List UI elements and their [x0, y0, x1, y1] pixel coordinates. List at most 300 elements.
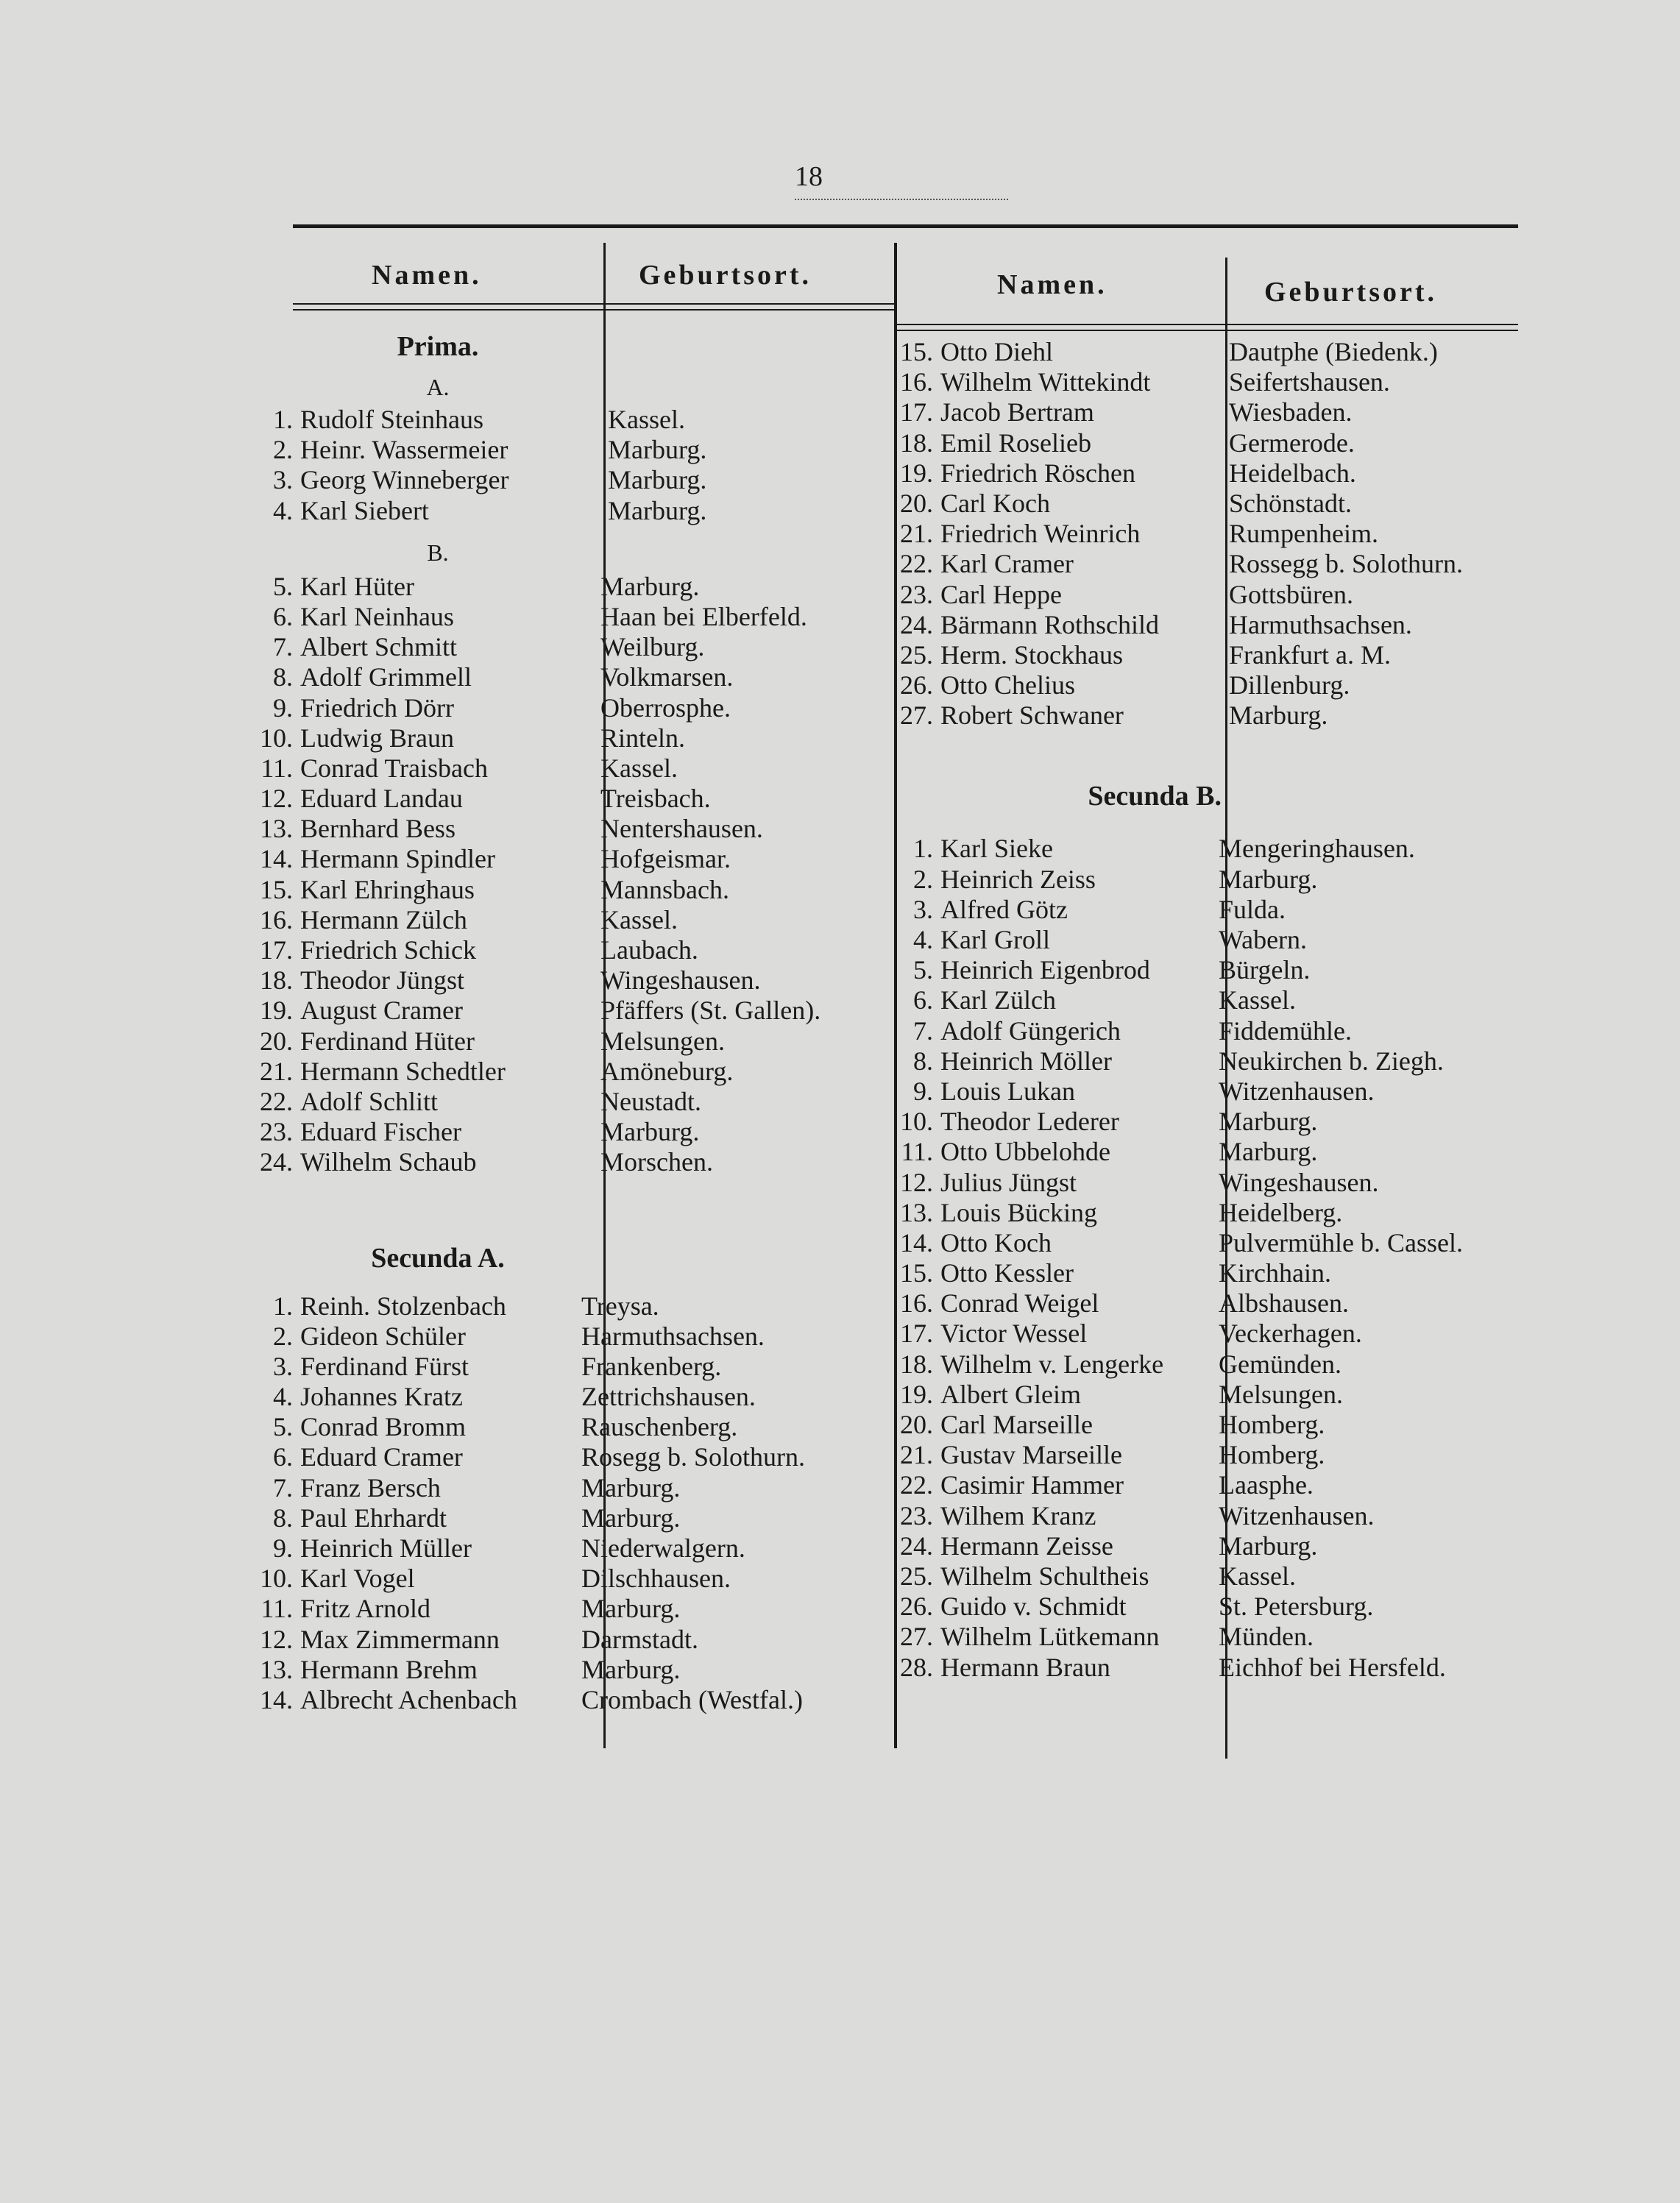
- birthplace: Haan bei Elberfeld.: [600, 601, 807, 631]
- birthplace: Melsungen.: [600, 1026, 725, 1056]
- student-name: Otto Koch: [940, 1227, 1052, 1257]
- table-row: [258, 1473, 868, 1503]
- student-name: Heinrich Müller: [300, 1533, 472, 1563]
- birthplace: Pulvermühle b. Cassel.: [1219, 1227, 1463, 1257]
- table-row: [258, 1322, 868, 1352]
- row-number: 6.: [913, 985, 933, 1015]
- birthplace: Eichhof bei Hersfeld.: [1219, 1652, 1446, 1682]
- student-name: Otto Ubbelohde: [940, 1137, 1110, 1167]
- row-number: 24.: [900, 1530, 933, 1561]
- student-name: Ferdinand Hüter: [300, 1026, 475, 1056]
- header-birthplace-left: Geburtsort.: [639, 260, 812, 291]
- header-rule-right-2: [896, 330, 1518, 331]
- birthplace: Marburg.: [581, 1472, 681, 1503]
- birthplace: Dilschhausen.: [581, 1564, 731, 1594]
- student-name: Adolf Grimmell: [300, 662, 472, 692]
- student-name: Friedrich Dörr: [300, 692, 454, 723]
- table-row: [258, 632, 868, 662]
- row-number: 25.: [900, 639, 933, 670]
- spacer: [258, 1281, 868, 1291]
- table-row: [258, 1291, 868, 1322]
- table-row: [258, 965, 868, 996]
- student-name: Jacob Bertram: [940, 397, 1094, 428]
- table-row: [258, 1533, 868, 1564]
- table-row: [258, 1352, 868, 1382]
- table-row: [258, 1655, 868, 1685]
- birthplace: Nentershausen.: [600, 814, 763, 844]
- row-number: 21.: [900, 1440, 933, 1470]
- table-row: [898, 1228, 1531, 1258]
- birthplace: Marburg.: [1219, 1530, 1318, 1561]
- row-number: 14.: [260, 1684, 293, 1714]
- row-number: 18.: [900, 1349, 933, 1379]
- table-row: [898, 700, 1531, 731]
- student-name: Karl Vogel: [300, 1564, 415, 1594]
- birthplace: Wingeshausen.: [1219, 1167, 1379, 1197]
- table-row: [898, 1258, 1531, 1288]
- table-row: [898, 1076, 1531, 1107]
- header-rule-right: [896, 324, 1518, 325]
- row-number: 14.: [900, 1227, 933, 1257]
- table-row: [898, 670, 1531, 700]
- student-name: Eduard Fischer: [300, 1117, 461, 1147]
- table-row: [898, 367, 1531, 397]
- table-row: [898, 1561, 1531, 1592]
- birthplace: Dautphe (Biedenk.): [1229, 337, 1438, 366]
- table-row: [258, 1147, 868, 1177]
- student-name: Casimir Hammer: [940, 1470, 1124, 1500]
- row-number: 27.: [900, 1622, 933, 1652]
- spacer: [898, 731, 1531, 773]
- birthplace: Marburg.: [608, 435, 707, 465]
- student-name: Conrad Bromm: [300, 1412, 466, 1442]
- row-number: 22.: [900, 549, 933, 579]
- row-number: 21.: [900, 519, 933, 549]
- birthplace: Rinteln.: [600, 723, 685, 753]
- section-title-secunda-a: Secunda A.: [371, 1242, 505, 1274]
- row-number: 14.: [260, 844, 293, 874]
- birthplace: Morschen.: [600, 1147, 713, 1177]
- student-name: Ludwig Braun: [300, 723, 454, 753]
- birthplace: Volkmarsen.: [600, 662, 734, 692]
- row-number: 26.: [900, 670, 933, 700]
- table-row: [258, 1442, 868, 1472]
- birthplace: Pfäffers (St. Gallen).: [600, 996, 821, 1026]
- student-name: Wilhelm Wittekindt: [940, 367, 1151, 397]
- student-name: Hermann Brehm: [300, 1654, 478, 1684]
- birthplace: Seifertshausen.: [1229, 367, 1390, 397]
- header-birthplace-right: Geburtsort.: [1264, 277, 1438, 308]
- birthplace: Marburg.: [581, 1503, 681, 1533]
- table-row: [898, 1168, 1531, 1198]
- row-number: 17.: [900, 1319, 933, 1349]
- student-name: August Cramer: [300, 996, 463, 1026]
- student-name: Wilhelm v. Lengerke: [940, 1349, 1164, 1379]
- row-number: 9.: [913, 1076, 933, 1106]
- table-row: [258, 784, 868, 814]
- student-name: Hermann Braun: [940, 1652, 1110, 1682]
- student-name: Carl Koch: [940, 488, 1050, 518]
- student-name: Karl Neinhaus: [300, 601, 454, 631]
- student-name: Robert Schwaner: [940, 700, 1124, 731]
- spacer: [258, 1178, 868, 1235]
- table-row: [258, 1564, 868, 1594]
- table-row: [898, 549, 1531, 579]
- student-name: Johannes Kratz: [300, 1382, 463, 1412]
- student-name: Guido v. Schmidt: [940, 1592, 1127, 1622]
- student-name: Conrad Traisbach: [300, 753, 488, 783]
- row-number: 8.: [913, 1046, 933, 1076]
- header-name-right: Namen.: [997, 269, 1107, 300]
- birthplace: Laubach.: [600, 935, 698, 965]
- birthplace: Hofgeismar.: [600, 844, 731, 874]
- student-name: Otto Kessler: [940, 1258, 1074, 1288]
- birthplace: Homberg.: [1219, 1410, 1325, 1439]
- birthplace: Zettrichshausen.: [581, 1382, 756, 1412]
- row-number: 12.: [260, 784, 293, 814]
- row-number: 4.: [273, 495, 293, 525]
- birthplace: Marburg.: [581, 1594, 681, 1624]
- table-row: [898, 1137, 1531, 1167]
- row-number: 15.: [900, 337, 933, 366]
- birthplace: Kassel.: [1219, 985, 1296, 1015]
- header-rule-left-2: [293, 309, 896, 311]
- row-number: 1.: [273, 1291, 293, 1321]
- birthplace: Wingeshausen.: [600, 965, 761, 996]
- row-number: 1.: [273, 405, 293, 434]
- student-name: Gideon Schüler: [300, 1321, 466, 1351]
- birthplace: Marburg.: [1219, 1107, 1318, 1137]
- group-label-a: A.: [426, 374, 450, 400]
- table-row: [898, 985, 1531, 1015]
- row-number: 10.: [900, 1107, 933, 1137]
- table-row: [898, 1198, 1531, 1228]
- birthplace: Rumpenheim.: [1229, 519, 1378, 549]
- row-number: 19.: [900, 458, 933, 488]
- table-row: [258, 405, 868, 435]
- birthplace: Harmuthsachsen.: [1229, 609, 1412, 639]
- row-number: 2.: [273, 1321, 293, 1351]
- table-row: [898, 458, 1531, 489]
- row-number: 8.: [273, 662, 293, 692]
- birthplace: Fulda.: [1219, 894, 1286, 924]
- birthplace: Mannsbach.: [600, 874, 729, 904]
- birthplace: Rosegg b. Solothurn.: [581, 1442, 806, 1472]
- birthplace: Schönstadt.: [1229, 488, 1352, 518]
- birthplace: Weilburg.: [600, 632, 705, 662]
- row-number: 25.: [900, 1561, 933, 1591]
- table-row: [898, 397, 1531, 428]
- table-row: [898, 1501, 1531, 1531]
- table-row: [898, 519, 1531, 549]
- table-row: [258, 1625, 868, 1655]
- row-number: 19.: [900, 1379, 933, 1409]
- table-row: [258, 1057, 868, 1087]
- student-name: Carl Heppe: [940, 579, 1062, 609]
- birthplace: Bürgeln.: [1219, 955, 1311, 985]
- birthplace: Laasphe.: [1219, 1470, 1314, 1500]
- table-row: [898, 1470, 1531, 1500]
- table-row: [258, 1594, 868, 1624]
- table-row: [258, 496, 868, 526]
- row-number: 20.: [900, 1410, 933, 1439]
- row-number: 8.: [273, 1503, 293, 1533]
- birthplace: Homberg.: [1219, 1440, 1325, 1470]
- row-number: 6.: [273, 1442, 293, 1472]
- birthplace: Münden.: [1219, 1622, 1314, 1652]
- birthplace: Kassel.: [1219, 1561, 1296, 1591]
- birthplace: Kassel.: [600, 753, 678, 783]
- birthplace: Gemünden.: [1219, 1349, 1341, 1379]
- row-number: 17.: [260, 935, 293, 965]
- divider-center: [894, 243, 897, 1748]
- row-number: 20.: [260, 1026, 293, 1056]
- student-name: Louis Bücking: [940, 1197, 1097, 1227]
- table-row: [898, 1592, 1531, 1622]
- table-row: [898, 1622, 1531, 1652]
- row-number: 23.: [260, 1117, 293, 1147]
- birthplace: Neustadt.: [600, 1086, 701, 1116]
- prima-a-list: [258, 405, 868, 526]
- page-number-rule: [795, 199, 1008, 200]
- row-number: 15.: [260, 874, 293, 904]
- birthplace: Neukirchen b. Ziegh.: [1219, 1046, 1444, 1076]
- student-name: Albert Gleim: [940, 1379, 1081, 1409]
- table-row: [258, 814, 868, 844]
- student-name: Otto Chelius: [940, 670, 1076, 700]
- table-row: [898, 1016, 1531, 1046]
- student-name: Wilhelm Schultheis: [940, 1561, 1149, 1591]
- table-row: [258, 1685, 868, 1715]
- student-name: Friedrich Weinrich: [940, 519, 1141, 549]
- student-name: Eduard Cramer: [300, 1442, 463, 1472]
- table-row: [258, 723, 868, 753]
- birthplace: Crombach (Westfal.): [581, 1684, 803, 1714]
- birthplace: Witzenhausen.: [1219, 1076, 1375, 1106]
- birthplace: Witzenhausen.: [1219, 1500, 1375, 1530]
- row-number: 11.: [901, 1137, 933, 1167]
- row-number: 13.: [900, 1197, 933, 1227]
- row-number: 9.: [273, 692, 293, 723]
- birthplace: Kassel.: [608, 405, 685, 434]
- birthplace: Marburg.: [600, 571, 700, 601]
- secunda-a-list: [258, 1291, 868, 1716]
- birthplace: Harmuthsachsen.: [581, 1321, 765, 1351]
- table-row: [258, 1412, 868, 1442]
- table-row: [258, 662, 868, 692]
- student-name: Karl Zülch: [940, 985, 1056, 1015]
- row-number: 27.: [900, 700, 933, 731]
- table-row: [898, 1653, 1531, 1683]
- table-row: [898, 895, 1531, 925]
- birthplace: Marburg.: [608, 495, 707, 525]
- secunda-b-list: [898, 834, 1531, 1682]
- row-number: 24.: [260, 1147, 293, 1177]
- birthplace: Mengeringhausen.: [1219, 834, 1415, 864]
- birthplace: Fiddemühle.: [1219, 1015, 1352, 1046]
- student-name: Heinrich Zeiss: [940, 864, 1096, 894]
- student-name: Emil Roselieb: [940, 428, 1091, 458]
- birthplace: Kirchhain.: [1219, 1258, 1331, 1288]
- student-name: Karl Hüter: [300, 571, 414, 601]
- row-number: 2.: [913, 864, 933, 894]
- student-name: Eduard Landau: [300, 784, 463, 814]
- row-number: 18.: [260, 965, 293, 996]
- row-number: 17.: [900, 397, 933, 428]
- row-number: 3.: [913, 894, 933, 924]
- student-name: Wilhem Kranz: [940, 1500, 1096, 1530]
- table-row: [898, 428, 1531, 458]
- row-number: 16.: [900, 1288, 933, 1319]
- table-row: [898, 1410, 1531, 1440]
- table-row: [258, 1087, 868, 1117]
- student-name: Bärmann Rothschild: [940, 609, 1159, 639]
- table-row: [258, 1026, 868, 1057]
- birthplace: Treisbach.: [600, 784, 711, 814]
- table-row: [898, 640, 1531, 670]
- row-number: 22.: [260, 1086, 293, 1116]
- student-name: Otto Diehl: [940, 337, 1053, 366]
- row-number: 9.: [273, 1533, 293, 1563]
- student-name: Heinr. Wassermeier: [300, 435, 508, 465]
- table-row: [898, 925, 1531, 955]
- group-label-b: B.: [427, 539, 449, 566]
- table-row: [898, 1319, 1531, 1349]
- student-name: Karl Sieke: [940, 834, 1053, 864]
- student-name: Heinrich Eigenbrod: [940, 955, 1150, 985]
- table-row: [258, 465, 868, 495]
- row-number: 23.: [900, 1500, 933, 1530]
- student-name: Albrecht Achenbach: [300, 1684, 517, 1714]
- student-name: Louis Lukan: [940, 1076, 1075, 1106]
- student-name: Carl Marseille: [940, 1410, 1093, 1439]
- row-number: 4.: [913, 925, 933, 954]
- section-title-prima: Prima.: [397, 331, 479, 362]
- birthplace: Kassel.: [600, 904, 678, 934]
- table-row: [898, 580, 1531, 610]
- table-row: [898, 1046, 1531, 1076]
- row-number: 3.: [273, 465, 293, 495]
- row-number: 21.: [260, 1056, 293, 1086]
- birthplace: Heidelberg.: [1219, 1197, 1343, 1227]
- page-number: 18: [795, 161, 823, 192]
- birthplace: Wiesbaden.: [1229, 397, 1353, 428]
- row-number: 24.: [900, 609, 933, 639]
- student-name: Paul Ehrhardt: [300, 1503, 447, 1533]
- table-row: [258, 435, 868, 465]
- table-row: [258, 1503, 868, 1533]
- row-number: 22.: [900, 1470, 933, 1500]
- student-name: Franz Bersch: [300, 1472, 441, 1503]
- table-row: [258, 693, 868, 723]
- table-row: [258, 753, 868, 784]
- birthplace: Rauschenberg.: [581, 1412, 738, 1442]
- student-name: Victor Wessel: [940, 1319, 1088, 1349]
- student-name: Adolf Güngerich: [940, 1015, 1121, 1046]
- table-row: [258, 1382, 868, 1412]
- table-row: [258, 572, 868, 602]
- table-row: [258, 1117, 868, 1147]
- student-name: Julius Jüngst: [940, 1167, 1077, 1197]
- birthplace: Marburg.: [1229, 700, 1328, 731]
- row-number: 7.: [273, 632, 293, 662]
- row-number: 5.: [273, 571, 293, 601]
- student-name: Rudolf Steinhaus: [300, 405, 483, 434]
- row-number: 10.: [260, 1564, 293, 1594]
- left-column: [258, 324, 868, 1715]
- birthplace: Marburg.: [581, 1654, 681, 1684]
- student-name: Karl Ehringhaus: [300, 874, 475, 904]
- student-name: Karl Siebert: [300, 495, 429, 525]
- student-name: Bernhard Bess: [300, 814, 456, 844]
- row-number: 7.: [913, 1015, 933, 1046]
- header-name-left: Namen.: [372, 260, 482, 291]
- student-name: Theodor Lederer: [940, 1107, 1119, 1137]
- prima-b-list: [258, 572, 868, 1178]
- row-number: 12.: [260, 1624, 293, 1654]
- student-name: Karl Groll: [940, 925, 1050, 954]
- table-row: [898, 1440, 1531, 1470]
- table-row: [898, 1349, 1531, 1380]
- student-name: Friedrich Schick: [300, 935, 476, 965]
- student-name: Friedrich Röschen: [940, 458, 1135, 488]
- student-name: Reinh. Stolzenbach: [300, 1291, 506, 1321]
- birthplace: Marburg.: [608, 465, 707, 495]
- row-number: 23.: [900, 579, 933, 609]
- row-number: 11.: [260, 753, 293, 783]
- student-name: Albert Schmitt: [300, 632, 457, 662]
- student-name: Hermann Spindler: [300, 844, 495, 874]
- birthplace: Frankenberg.: [581, 1351, 722, 1381]
- row-number: 1.: [913, 834, 933, 864]
- birthplace: Wabern.: [1219, 925, 1308, 954]
- student-name: Max Zimmermann: [300, 1624, 500, 1654]
- student-name: Alfred Götz: [940, 894, 1068, 924]
- row-number: 16.: [260, 904, 293, 934]
- row-number: 20.: [900, 488, 933, 518]
- birthplace: Amöneburg.: [600, 1056, 734, 1086]
- student-name: Hermann Schedtler: [300, 1056, 506, 1086]
- table-row: [258, 875, 868, 905]
- birthplace: Gottsbüren.: [1229, 579, 1353, 609]
- table-row: [898, 489, 1531, 519]
- table-row: [898, 834, 1531, 864]
- student-name: Wilhelm Lütkemann: [940, 1622, 1160, 1652]
- birthplace: Oberrosphe.: [600, 692, 731, 723]
- birthplace: Darmstadt.: [581, 1624, 698, 1654]
- table-row: [898, 610, 1531, 640]
- row-number: 13.: [260, 1654, 293, 1684]
- table-row: [258, 844, 868, 874]
- top-rule: [293, 224, 1518, 228]
- table-row: [898, 865, 1531, 895]
- birthplace: Rossegg b. Solothurn.: [1229, 549, 1464, 579]
- row-number: 18.: [900, 428, 933, 458]
- student-name: Fritz Arnold: [300, 1594, 430, 1624]
- spacer: [898, 819, 1531, 834]
- student-name: Theodor Jüngst: [300, 965, 464, 996]
- table-row: [258, 905, 868, 935]
- row-number: 3.: [273, 1351, 293, 1381]
- birthplace: Marburg.: [1219, 1137, 1318, 1167]
- row-number: 4.: [273, 1382, 293, 1412]
- table-row: [258, 602, 868, 632]
- birthplace: Marburg.: [600, 1117, 700, 1147]
- row-number: 28.: [900, 1652, 933, 1682]
- birthplace: Veckerhagen.: [1219, 1319, 1362, 1349]
- student-name: Conrad Weigel: [940, 1288, 1099, 1319]
- birthplace: Frankfurt a. M.: [1229, 639, 1391, 670]
